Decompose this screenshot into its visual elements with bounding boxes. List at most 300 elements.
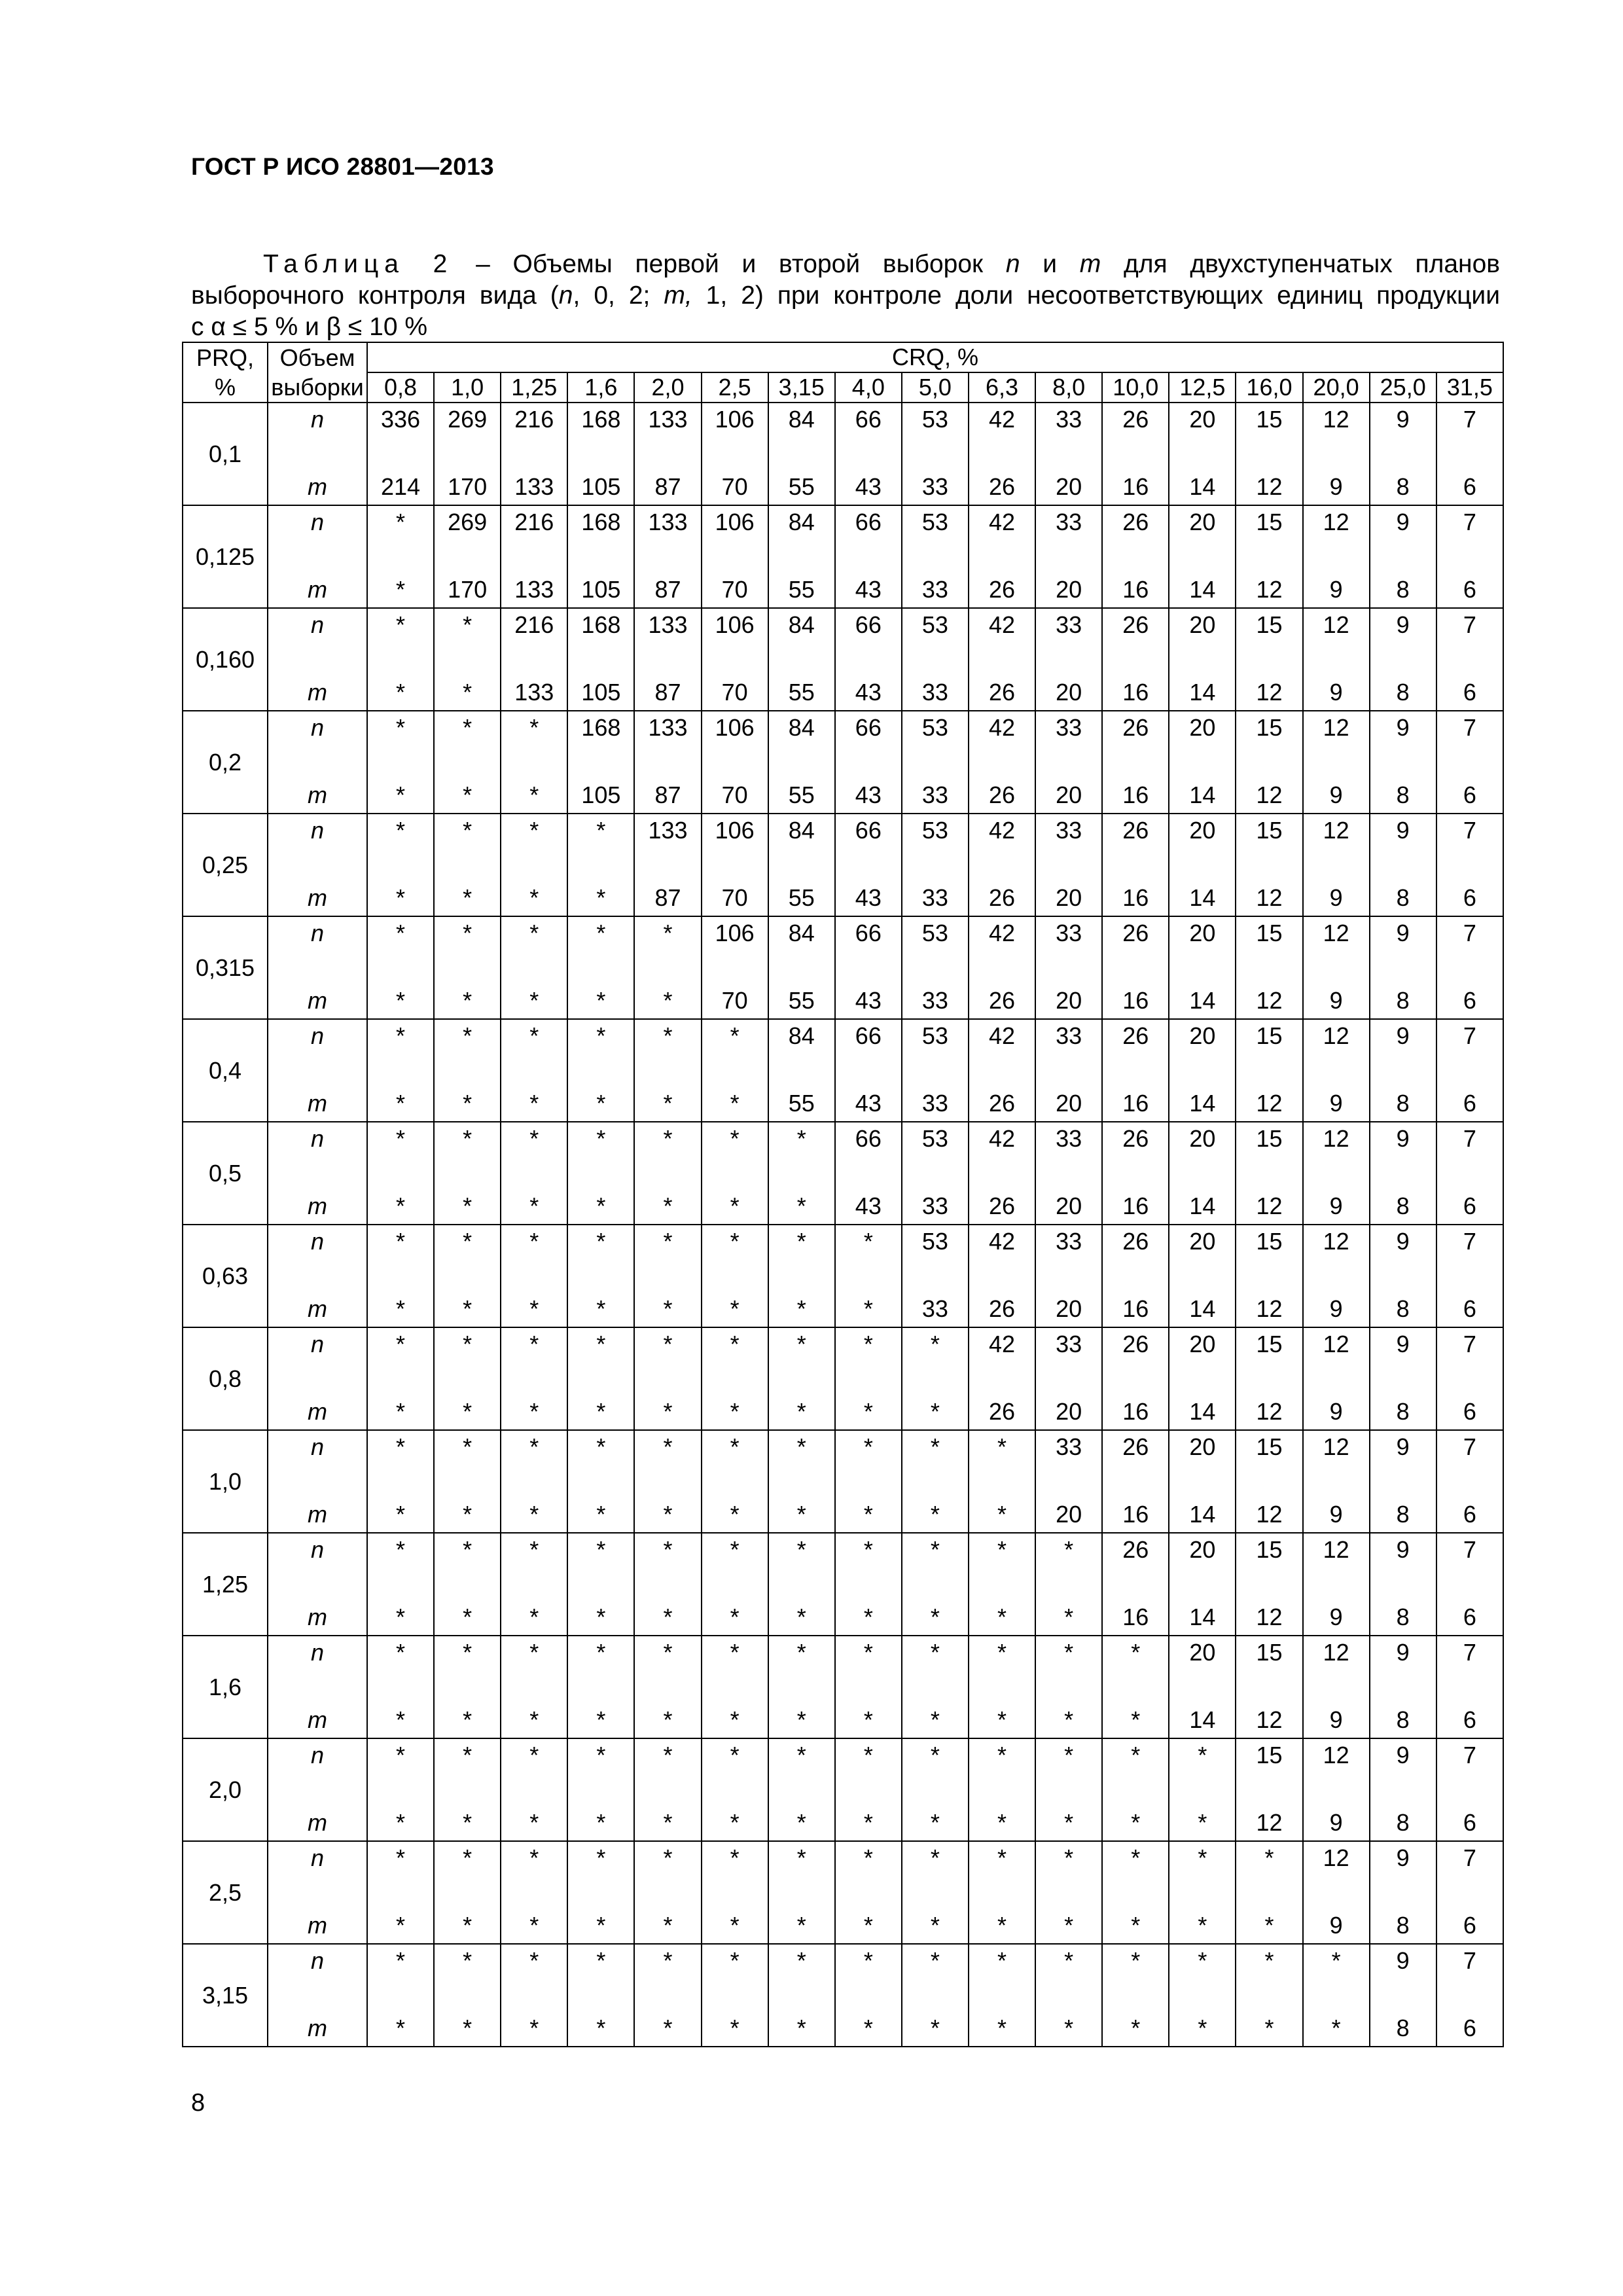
- m-value: 33: [902, 1071, 969, 1122]
- n-value: *: [634, 1225, 701, 1276]
- n-value: *: [634, 1533, 701, 1585]
- m-value: 8: [1370, 1071, 1436, 1122]
- m-value: 26: [969, 1379, 1035, 1430]
- m-value: 14: [1169, 968, 1236, 1019]
- n-value: *: [567, 1738, 634, 1790]
- n-value: 26: [1102, 711, 1169, 762]
- table-row: [183, 1944, 1503, 1996]
- m-value: 12: [1236, 1276, 1302, 1327]
- n-value: 15: [1236, 916, 1302, 968]
- m-value: 33: [902, 968, 969, 1019]
- n-value: *: [835, 1841, 902, 1893]
- table-row: [183, 1893, 1503, 1944]
- m-value: 43: [835, 865, 902, 916]
- n-value: 7: [1436, 711, 1503, 762]
- m-value: 9: [1303, 1071, 1370, 1122]
- table-row: [183, 814, 1503, 865]
- m-value: 12: [1236, 660, 1302, 711]
- n-value: *: [1236, 1841, 1302, 1893]
- table-row: [183, 1841, 1503, 1893]
- m-value: 12: [1236, 762, 1302, 814]
- m-value: 87: [634, 660, 701, 711]
- n-value: 106: [702, 814, 768, 865]
- n-value: 7: [1436, 608, 1503, 660]
- prq-value: 2,0: [183, 1738, 268, 1841]
- n-value: 15: [1236, 814, 1302, 865]
- m-value: 33: [902, 660, 969, 711]
- n-value: *: [501, 1738, 567, 1790]
- n-value: *: [434, 1636, 501, 1687]
- m-value: *: [702, 1585, 768, 1636]
- m-value: 9: [1303, 454, 1370, 505]
- n-value: 20: [1169, 916, 1236, 968]
- n-value: *: [1102, 1636, 1169, 1687]
- n-value: *: [367, 1636, 434, 1687]
- n-value: 26: [1102, 1225, 1169, 1276]
- n-value: 216: [501, 505, 567, 557]
- n-value: *: [1169, 1944, 1236, 1996]
- m-value: *: [702, 1482, 768, 1533]
- table-row: [183, 1327, 1503, 1379]
- n-value: 9: [1370, 1019, 1436, 1071]
- m-value: *: [702, 1790, 768, 1841]
- m-value: 14: [1169, 1174, 1236, 1225]
- n-value: *: [367, 711, 434, 762]
- n-value: 133: [634, 814, 701, 865]
- table-row: [183, 1636, 1503, 1687]
- m-value: *: [702, 1071, 768, 1122]
- m-value: 20: [1035, 968, 1102, 1019]
- m-value: 6: [1436, 1071, 1503, 1122]
- m-value: 6: [1436, 1379, 1503, 1430]
- m-value: *: [367, 865, 434, 916]
- n-value: 42: [969, 403, 1035, 454]
- n-value: 15: [1236, 403, 1302, 454]
- m-value: *: [367, 557, 434, 608]
- n-value: 7: [1436, 1533, 1503, 1585]
- m-value: 9: [1303, 968, 1370, 1019]
- m-value: 14: [1169, 660, 1236, 711]
- n-label: n: [268, 1944, 367, 1996]
- n-value: *: [501, 1944, 567, 1996]
- m-value: *: [501, 1585, 567, 1636]
- m-value: 8: [1370, 557, 1436, 608]
- n-value: *: [902, 1533, 969, 1585]
- n-value: *: [367, 1944, 434, 1996]
- n-value: 12: [1303, 1019, 1370, 1071]
- m-value: 70: [702, 968, 768, 1019]
- m-value: *: [1035, 1790, 1102, 1841]
- m-value: *: [367, 1482, 434, 1533]
- n-value: *: [969, 1533, 1035, 1585]
- m-value: *: [634, 1790, 701, 1841]
- m-value: 33: [902, 557, 969, 608]
- m-value: *: [902, 1790, 969, 1841]
- crq-value: 4,0: [835, 372, 902, 403]
- m-value: 55: [768, 454, 835, 505]
- n-value: 7: [1436, 1636, 1503, 1687]
- table-row: [183, 1790, 1503, 1841]
- n-value: 20: [1169, 1019, 1236, 1071]
- m-value: 133: [501, 454, 567, 505]
- n-value: *: [567, 1533, 634, 1585]
- n-value: *: [567, 1327, 634, 1379]
- n-label: n: [268, 1327, 367, 1379]
- m-label: m: [268, 968, 367, 1019]
- m-value: 8: [1370, 762, 1436, 814]
- n-value: *: [1102, 1738, 1169, 1790]
- m-value: *: [367, 1174, 434, 1225]
- n-value: *: [501, 1841, 567, 1893]
- n-value: 53: [902, 403, 969, 454]
- prq-value: 0,4: [183, 1019, 268, 1122]
- n-value: *: [1035, 1944, 1102, 1996]
- n-value: 20: [1169, 711, 1236, 762]
- m-value: 33: [902, 762, 969, 814]
- n-value: *: [702, 1430, 768, 1482]
- table-row: [183, 1225, 1503, 1276]
- m-value: 6: [1436, 1276, 1503, 1327]
- m-value: 14: [1169, 1276, 1236, 1327]
- m-value: 20: [1035, 865, 1102, 916]
- n-value: 168: [567, 711, 634, 762]
- n-value: 12: [1303, 814, 1370, 865]
- crq-value: 1,25: [501, 372, 567, 403]
- m-value: *: [634, 1893, 701, 1944]
- n-value: *: [634, 1841, 701, 1893]
- n-value: 33: [1035, 608, 1102, 660]
- n-value: *: [969, 1841, 1035, 1893]
- n-value: *: [434, 1327, 501, 1379]
- m-value: 33: [902, 865, 969, 916]
- m-value: 8: [1370, 1687, 1436, 1738]
- m-value: 43: [835, 1071, 902, 1122]
- m-label: m: [268, 1585, 367, 1636]
- n-value: *: [567, 1225, 634, 1276]
- crq-value: 20,0: [1303, 372, 1370, 403]
- n-label: n: [268, 1225, 367, 1276]
- n-value: 133: [634, 403, 701, 454]
- m-value: 70: [702, 454, 768, 505]
- m-value: *: [434, 762, 501, 814]
- table-row: [183, 1585, 1503, 1636]
- crq-header: CRQ, %: [367, 342, 1503, 372]
- m-value: 214: [367, 454, 434, 505]
- n-value: *: [367, 1122, 434, 1174]
- n-value: *: [969, 1636, 1035, 1687]
- table-row: [183, 1687, 1503, 1738]
- m-value: 43: [835, 762, 902, 814]
- m-value: 14: [1169, 762, 1236, 814]
- n-value: 26: [1102, 1019, 1169, 1071]
- m-value: 14: [1169, 865, 1236, 916]
- n-value: *: [434, 1430, 501, 1482]
- crq-value: 0,8: [367, 372, 434, 403]
- m-value: *: [1303, 1996, 1370, 2047]
- n-value: 7: [1436, 1841, 1503, 1893]
- m-value: 87: [634, 557, 701, 608]
- m-value: *: [501, 1071, 567, 1122]
- volume-header-sub: выборки: [268, 372, 367, 403]
- m-value: 16: [1102, 1379, 1169, 1430]
- n-value: *: [501, 1225, 567, 1276]
- n-value: *: [768, 1944, 835, 1996]
- n-value: 84: [768, 505, 835, 557]
- m-value: *: [501, 1276, 567, 1327]
- n-value: 33: [1035, 1430, 1102, 1482]
- n-value: 66: [835, 1019, 902, 1071]
- m-value: 6: [1436, 968, 1503, 1019]
- m-value: *: [501, 1893, 567, 1944]
- n-value: 53: [902, 814, 969, 865]
- m-label: m: [268, 1687, 367, 1738]
- n-label: n: [268, 711, 367, 762]
- m-value: 70: [702, 865, 768, 916]
- m-label: m: [268, 1893, 367, 1944]
- n-value: *: [1035, 1533, 1102, 1585]
- n-value: 20: [1169, 814, 1236, 865]
- n-value: *: [902, 1327, 969, 1379]
- n-value: *: [1035, 1841, 1102, 1893]
- n-value: *: [702, 1533, 768, 1585]
- m-value: 70: [702, 557, 768, 608]
- m-value: 87: [634, 865, 701, 916]
- n-value: 12: [1303, 1533, 1370, 1585]
- m-value: *: [1102, 1893, 1169, 1944]
- n-value: *: [702, 1122, 768, 1174]
- n-value: 20: [1169, 1533, 1236, 1585]
- m-value: *: [434, 1687, 501, 1738]
- n-value: *: [702, 1841, 768, 1893]
- m-value: 9: [1303, 1276, 1370, 1327]
- crq-value: 2,0: [634, 372, 701, 403]
- n-value: 42: [969, 711, 1035, 762]
- m-value: 12: [1236, 1482, 1302, 1533]
- crq-value: 25,0: [1370, 372, 1436, 403]
- m-value: 16: [1102, 660, 1169, 711]
- n-value: 33: [1035, 1327, 1102, 1379]
- m-value: *: [702, 1996, 768, 2047]
- n-value: *: [434, 1944, 501, 1996]
- m-value: *: [567, 1071, 634, 1122]
- m-value: *: [902, 1687, 969, 1738]
- n-value: 15: [1236, 608, 1302, 660]
- m-value: *: [434, 1585, 501, 1636]
- n-value: 53: [902, 711, 969, 762]
- n-value: 7: [1436, 1327, 1503, 1379]
- n-label: n: [268, 608, 367, 660]
- n-value: 84: [768, 608, 835, 660]
- n-value: *: [367, 1225, 434, 1276]
- n-value: 20: [1169, 1636, 1236, 1687]
- n-value: *: [567, 814, 634, 865]
- m-value: *: [367, 1893, 434, 1944]
- n-value: *: [634, 1944, 701, 1996]
- prq-value: 2,5: [183, 1841, 268, 1944]
- n-value: 20: [1169, 1122, 1236, 1174]
- m-value: 105: [567, 454, 634, 505]
- m-value: 9: [1303, 1790, 1370, 1841]
- table-label: Таблица 2: [263, 250, 454, 278]
- m-value: *: [567, 1174, 634, 1225]
- n-label: n: [268, 1430, 367, 1482]
- m-value: *: [367, 1996, 434, 2047]
- n-value: 33: [1035, 711, 1102, 762]
- m-value: *: [367, 1687, 434, 1738]
- table-row: [183, 865, 1503, 916]
- crq-value: 31,5: [1436, 372, 1503, 403]
- m-value: *: [634, 1174, 701, 1225]
- n-value: *: [434, 916, 501, 968]
- n-value: 7: [1436, 916, 1503, 968]
- m-label: m: [268, 1379, 367, 1430]
- m-value: *: [702, 1379, 768, 1430]
- m-value: *: [702, 1893, 768, 1944]
- m-value: 9: [1303, 1174, 1370, 1225]
- n-value: *: [434, 1841, 501, 1893]
- m-value: 20: [1035, 1276, 1102, 1327]
- m-value: 8: [1370, 865, 1436, 916]
- m-label: m: [268, 1790, 367, 1841]
- sample-size-table: [182, 342, 1504, 2047]
- n-value: *: [434, 1122, 501, 1174]
- n-value: *: [902, 1430, 969, 1482]
- m-value: 26: [969, 1276, 1035, 1327]
- crq-value: 8,0: [1035, 372, 1102, 403]
- n-value: 33: [1035, 505, 1102, 557]
- n-value: *: [567, 916, 634, 968]
- table-row: [183, 608, 1503, 660]
- m-value: 170: [434, 557, 501, 608]
- table-row: [183, 762, 1503, 814]
- n-label: n: [268, 403, 367, 454]
- table-row: [183, 968, 1503, 1019]
- table-row: [183, 1071, 1503, 1122]
- n-value: 12: [1303, 1327, 1370, 1379]
- n-value: 53: [902, 916, 969, 968]
- n-value: *: [702, 1738, 768, 1790]
- n-value: *: [1236, 1944, 1302, 1996]
- m-value: 43: [835, 557, 902, 608]
- n-value: 66: [835, 916, 902, 968]
- n-value: 53: [902, 1225, 969, 1276]
- n-value: 66: [835, 1122, 902, 1174]
- n-label: n: [268, 1841, 367, 1893]
- n-value: 26: [1102, 1430, 1169, 1482]
- n-value: 20: [1169, 1327, 1236, 1379]
- n-value: 20: [1169, 1225, 1236, 1276]
- n-value: 33: [1035, 1225, 1102, 1276]
- n-value: 66: [835, 608, 902, 660]
- n-value: *: [702, 1636, 768, 1687]
- n-value: 9: [1370, 505, 1436, 557]
- m-value: 33: [902, 454, 969, 505]
- n-value: 7: [1436, 1225, 1503, 1276]
- n-value: *: [634, 1636, 701, 1687]
- m-value: *: [434, 1790, 501, 1841]
- m-value: 43: [835, 1174, 902, 1225]
- m-value: *: [1035, 1893, 1102, 1944]
- m-value: 8: [1370, 1174, 1436, 1225]
- n-value: 12: [1303, 505, 1370, 557]
- m-value: *: [1102, 1996, 1169, 2047]
- n-value: 15: [1236, 1327, 1302, 1379]
- m-value: *: [1035, 1585, 1102, 1636]
- m-value: *: [501, 1379, 567, 1430]
- m-value: 12: [1236, 1790, 1302, 1841]
- m-value: *: [501, 1687, 567, 1738]
- n-value: *: [1303, 1944, 1370, 1996]
- n-value: 20: [1169, 403, 1236, 454]
- n-value: 15: [1236, 1533, 1302, 1585]
- n-value: 9: [1370, 1636, 1436, 1687]
- table-caption: Таблица 2 – Объемы первой и второй выборок n и m для двухступенчатых планов выборочного контроля вида (n, 0, 2; m, 1, 2) при контроле доли несоответствующих единиц продукции с α ≤ 5 % и β ≤ 10 %: [191, 250, 1500, 341]
- volume-header: Объем: [268, 342, 367, 372]
- crq-value: 3,15: [768, 372, 835, 403]
- m-label: m: [268, 1276, 367, 1327]
- n-value: *: [835, 1944, 902, 1996]
- m-value: *: [434, 865, 501, 916]
- n-value: 12: [1303, 403, 1370, 454]
- n-value: *: [1035, 1636, 1102, 1687]
- n-value: *: [902, 1944, 969, 1996]
- n-value: *: [1169, 1738, 1236, 1790]
- n-value: 9: [1370, 1430, 1436, 1482]
- m-value: 26: [969, 968, 1035, 1019]
- n-value: 84: [768, 1019, 835, 1071]
- m-value: *: [768, 1790, 835, 1841]
- m-value: *: [902, 1996, 969, 2047]
- m-value: *: [1102, 1687, 1169, 1738]
- n-value: 7: [1436, 1019, 1503, 1071]
- m-value: 6: [1436, 557, 1503, 608]
- m-value: 20: [1035, 1174, 1102, 1225]
- n-value: 53: [902, 608, 969, 660]
- n-value: *: [501, 1019, 567, 1071]
- n-value: *: [702, 1019, 768, 1071]
- n-value: 9: [1370, 608, 1436, 660]
- m-value: *: [1169, 1790, 1236, 1841]
- n-value: 12: [1303, 1841, 1370, 1893]
- m-value: *: [567, 865, 634, 916]
- m-value: 55: [768, 968, 835, 1019]
- m-value: 6: [1436, 762, 1503, 814]
- n-value: 26: [1102, 403, 1169, 454]
- prq-value: 0,160: [183, 608, 268, 711]
- n-value: 66: [835, 711, 902, 762]
- m-value: 55: [768, 865, 835, 916]
- n-value: 12: [1303, 711, 1370, 762]
- crq-value: 10,0: [1102, 372, 1169, 403]
- m-label: m: [268, 557, 367, 608]
- m-value: *: [501, 968, 567, 1019]
- m-value: *: [567, 1585, 634, 1636]
- n-value: *: [902, 1636, 969, 1687]
- n-value: *: [702, 1944, 768, 1996]
- n-value: 7: [1436, 1944, 1503, 1996]
- m-value: 55: [768, 660, 835, 711]
- prq-value: 0,1: [183, 403, 268, 505]
- m-value: *: [835, 1379, 902, 1430]
- table-row: [183, 1996, 1503, 2047]
- m-value: *: [768, 1482, 835, 1533]
- prq-value: 0,5: [183, 1122, 268, 1225]
- n-value: 12: [1303, 1430, 1370, 1482]
- n-value: *: [835, 1430, 902, 1482]
- m-value: *: [768, 1585, 835, 1636]
- m-value: *: [1169, 1893, 1236, 1944]
- n-value: 26: [1102, 608, 1169, 660]
